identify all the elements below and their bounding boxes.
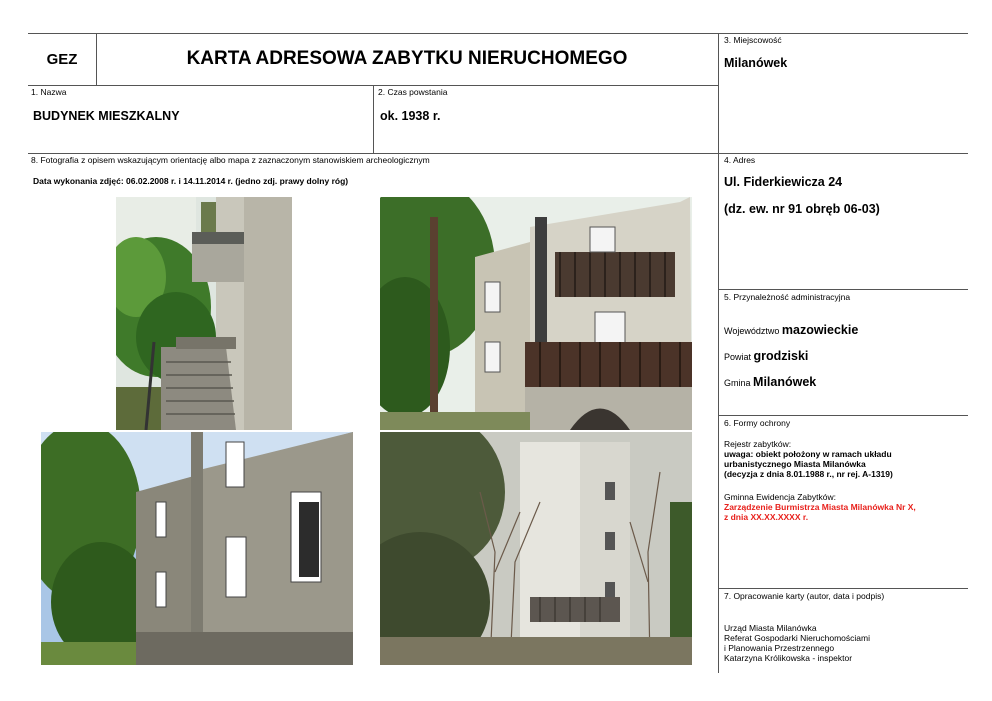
gez-ordinance-2: z dnia XX.XX.XXXX r. (724, 512, 809, 522)
commune-row (724, 375, 816, 389)
field-5-label: 5. Przynależność administracyjna (724, 292, 851, 302)
address-street: Ul. Fiderkiewicza 24 (724, 175, 843, 189)
register-note-3: (decyzja z dnia 8.01.1988 r., nr rej. A-1319) (724, 469, 893, 479)
top-border (28, 33, 968, 34)
county-row (724, 349, 808, 363)
gez-code: GEZ (46, 51, 78, 68)
voivodeship-row (724, 323, 858, 337)
photo-building-balconies (380, 197, 692, 430)
voivodeship-value: mazowieckie (781, 323, 859, 337)
right-row-5-top (718, 289, 968, 290)
right-row-7-top (718, 588, 968, 589)
document-title: KARTA ADRESOWA ZABYTKU NIERUCHOMEGO (186, 48, 628, 69)
field-7-label: 7. Opracowanie karty (autor, data i podpis) (724, 591, 885, 601)
divider-name-date (373, 85, 374, 153)
field-6-label: 6. Formy ochrony (724, 418, 791, 428)
photo-stairs-balcony (116, 197, 292, 430)
field-2-label: 2. Czas powstania (378, 87, 448, 97)
photo-date-note: Data wykonania zdjęć: 06.02.2008 r. i 14.11.2014 r. (jedno zdj. prawy dolny róg) (33, 176, 349, 186)
field-4-label: 4. Adres (724, 155, 756, 165)
author-line-3: i Planowania Przestrzennego (724, 643, 835, 653)
voivodeship-label: Województwo (724, 326, 780, 336)
right-row-6-top (718, 415, 968, 416)
field-3-label: 3. Miejscowość (724, 35, 782, 45)
register-label: Rejestr zabytków: (724, 439, 792, 449)
commune-value: Milanówek (753, 375, 817, 389)
row2-bottom (28, 153, 968, 154)
divider-right-column (718, 33, 719, 673)
field-1-value: BUDYNEK MIESZKALNY (33, 109, 180, 123)
field-1-label: 1. Nazwa (31, 87, 67, 97)
field-3-value: Milanówek (724, 56, 788, 70)
field-2-value: ok. 1938 r. (380, 109, 441, 123)
gez-ordinance-1: Zarządzenie Burmistrza Miasta Milanówka Nr X, (724, 502, 916, 512)
county-label: Powiat (724, 352, 752, 362)
field-8-label: 8. Fotografia z opisem wskazującym orientację albo mapa z zaznaczonym stanowiskiem archeologicznym (31, 155, 430, 165)
author-line-2: Referat Gospodarki Nieruchomościami (724, 633, 870, 643)
register-note-2: urbanistycznego Miasta Milanówka (724, 459, 866, 469)
author-line-4: Katarzyna Królikowska - inspektor (724, 653, 853, 663)
author-line-1: Urząd Miasta Milanówka (724, 623, 817, 633)
register-note-1: uwaga: obiekt położony w ramach układu (724, 449, 892, 459)
photo-facade-sky (41, 432, 353, 665)
photo-winter-trees (380, 432, 692, 665)
address-parcel: (dz. ew. nr 91 obręb 06-03) (724, 202, 880, 216)
gez-label: Gminna Ewidencja Zabytków: (724, 492, 836, 502)
commune-label: Gmina (724, 378, 751, 388)
county-value: grodziski (753, 349, 809, 363)
